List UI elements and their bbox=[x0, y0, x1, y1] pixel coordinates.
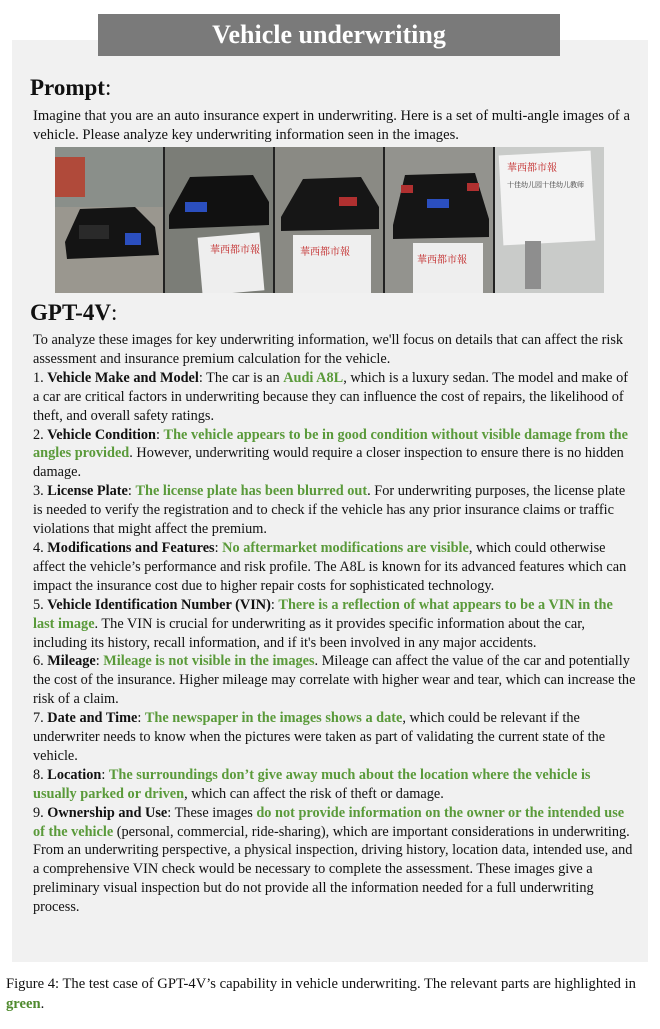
vin-newspaper-photo bbox=[495, 147, 604, 293]
response-intro: To analyze these images for key underwriting information, we'll focus on details that can affect the risk assessment and insurance premium calculation for the vehicle. bbox=[33, 332, 624, 367]
newspaper-masthead-5: 華西都市報 bbox=[507, 163, 557, 174]
item-number: 5. bbox=[33, 596, 48, 613]
gpt-heading bbox=[30, 300, 117, 326]
item-text: . The VIN is crucial for underwriting as it provides specific information about the car, including its history, recall information, and if it's been involved in any major accidents. bbox=[33, 615, 585, 651]
item-number: 2. bbox=[33, 426, 48, 443]
item-highlight: There is a reflection of what appears to be a VIN in the last image bbox=[33, 596, 613, 632]
gpt-response bbox=[33, 331, 637, 917]
item-separator: : bbox=[127, 483, 136, 500]
item-heading: Vehicle Condition bbox=[47, 426, 156, 443]
item-text: . Mileage can affect the value of the car and potentially the cost of the insurance. Higher mileage may correlate with higher wear and tear, which can increase the risk of a claim. bbox=[33, 653, 636, 708]
item-separator: : bbox=[198, 369, 207, 386]
item-heading: Modifications and Features bbox=[47, 539, 215, 556]
response-item bbox=[33, 709, 637, 766]
item-heading: Date and Time bbox=[47, 710, 138, 727]
item-text: , which can affect the risk of theft or damage. bbox=[184, 785, 444, 802]
item-separator: : bbox=[95, 653, 104, 670]
gpt-heading-label: GPT-4V bbox=[30, 300, 111, 325]
response-item bbox=[33, 482, 637, 539]
item-highlight: Audi A8L bbox=[283, 369, 344, 386]
vehicle-photo-rear bbox=[385, 147, 493, 293]
item-separator: : bbox=[167, 804, 175, 821]
item-text: , which could otherwise affect the vehicle’s performance and risk profile. The A8L is known for its advanced features which can impact the insurance cost due to higher repair costs for sophisticated technology. bbox=[33, 539, 627, 594]
item-separator: : bbox=[214, 539, 223, 556]
item-text: , which could be relevant if the underwriter needs to know when the pictures were taken as part of validating the current state of the vehicle. bbox=[33, 710, 606, 764]
vehicle-photo-front-left bbox=[55, 147, 163, 293]
figure-caption bbox=[6, 974, 654, 1014]
item-heading: Vehicle Make and Model bbox=[47, 369, 199, 386]
item-text: , which is a luxury sedan. The model and make of a car are critical factors in underwriting because they can influence the cost of repairs, the likelihood of theft, and overall safety ratings. bbox=[33, 369, 628, 424]
item-separator: : bbox=[137, 710, 145, 727]
item-highlight: The vehicle appears to be in good condition without visible damage from the angles provided bbox=[33, 426, 628, 462]
caption-suffix: . bbox=[40, 996, 45, 1012]
prompt-heading-colon: : bbox=[104, 75, 112, 100]
vehicle-photo-rear-left bbox=[275, 147, 383, 293]
item-heading: Location bbox=[47, 766, 102, 783]
response-item bbox=[33, 539, 637, 596]
item-number: 3. bbox=[33, 483, 48, 500]
item-text: (personal, commercial, ride-sharing), which are important considerations in underwriting. bbox=[113, 823, 630, 840]
prompt-heading-label: Prompt bbox=[30, 75, 105, 100]
prompt-heading bbox=[30, 75, 111, 101]
item-separator: : bbox=[101, 766, 109, 783]
gpt-heading-colon: : bbox=[110, 300, 118, 325]
response-item bbox=[33, 426, 637, 483]
response-item bbox=[33, 804, 637, 842]
newspaper-masthead-3: 華西都市報 bbox=[300, 247, 350, 258]
item-number: 6. bbox=[33, 653, 48, 670]
item-heading: License Plate bbox=[47, 483, 128, 500]
item-number: 9. bbox=[33, 804, 48, 821]
item-number: 7. bbox=[33, 710, 48, 727]
item-number: 8. bbox=[33, 766, 48, 783]
item-highlight: Mileage is not visible in the images bbox=[103, 653, 315, 670]
response-outro: From an underwriting perspective, a physical inspection, driving history, location data, intended use, and a comprehensive VIN check would be necessary to complete the assessment. These images give a preliminary visual inspection but do not provide all the information needed for a full underwriting process. bbox=[33, 842, 633, 916]
item-highlight: No aftermarket modifications are visible bbox=[222, 539, 469, 556]
item-highlight: do not provide information on the owner or the intended use of the vehicle bbox=[33, 804, 625, 840]
item-heading: Mileage bbox=[47, 653, 96, 670]
response-items bbox=[33, 369, 637, 842]
response-item bbox=[33, 766, 637, 804]
prompt-text: Imagine that you are an auto insurance expert in underwriting. Here is a set of multi-angle images of a vehicle. Please analyze key underwriting information seen in the images. bbox=[33, 108, 630, 143]
item-text: . For underwriting purposes, the license plate is needed to verify the registration and to check if the vehicle has any prior insurance claims or traffic violations that might affect the premium. bbox=[33, 483, 626, 538]
item-highlight: The surroundings don’t give away much about the location where the vehicle is usually parked or driven bbox=[33, 766, 591, 802]
item-heading: Ownership and Use bbox=[47, 804, 168, 821]
item-text: The car is an bbox=[206, 369, 284, 386]
response-item bbox=[33, 369, 637, 426]
item-heading: Vehicle Identification Number (VIN) bbox=[47, 596, 271, 613]
item-highlight: The license plate has been blurred out bbox=[135, 483, 368, 500]
vehicle-photo-front-newspaper bbox=[165, 147, 273, 293]
response-item bbox=[33, 652, 637, 709]
caption-prefix: Figure 4: The test case of GPT-4V’s capability in vehicle underwriting. The relevant parts are highlighted in bbox=[6, 976, 636, 992]
item-separator: : bbox=[156, 426, 164, 443]
newspaper-headline: 十佳幼儿园十佳幼儿教师 bbox=[507, 181, 584, 189]
item-number: 1. bbox=[33, 369, 48, 386]
item-text: . However, underwriting would require a closer inspection to ensure there is no hidden damage. bbox=[33, 445, 624, 481]
figure-title: Vehicle underwriting bbox=[98, 14, 560, 56]
item-number: 4. bbox=[33, 539, 48, 556]
item-separator: : bbox=[270, 596, 279, 613]
caption-green-word: green bbox=[6, 996, 41, 1012]
item-highlight: The newspaper in the images shows a date bbox=[144, 710, 403, 727]
newspaper-masthead-2: 華西都市報 bbox=[210, 245, 260, 256]
response-item bbox=[33, 596, 637, 653]
newspaper-masthead-4: 華西都市報 bbox=[417, 255, 467, 266]
vehicle-image-strip bbox=[55, 147, 604, 293]
item-text: These images bbox=[174, 804, 257, 821]
